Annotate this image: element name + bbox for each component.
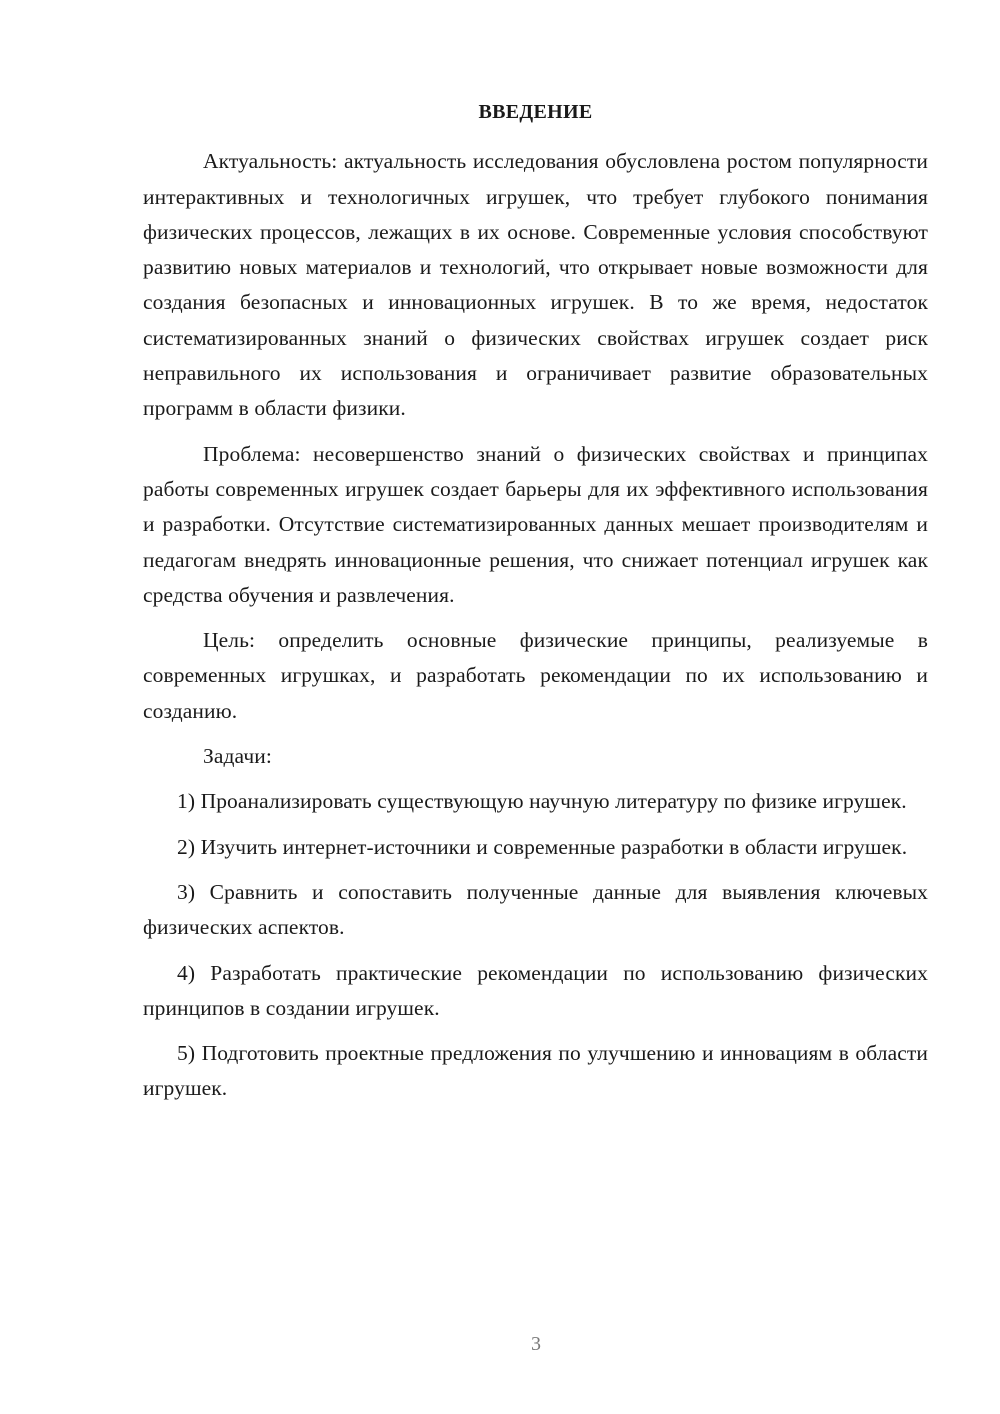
tasks-label: Задачи: — [203, 744, 272, 769]
task-item-5: 5) Подготовить проектные предложения по улучшению и инновациям в области игрушек. — [143, 1041, 928, 1101]
task-item-4: 4) Разработать практические рекомендации по использованию физических принципов в создании игрушек. — [143, 960, 928, 1020]
goal-paragraph: Цель: определить основные физические принципы, реализуемые в современных игрушках, и разработать рекомендации по их использованию и созданию. — [143, 628, 928, 723]
page-number: 3 — [531, 1333, 541, 1355]
relevance-paragraph: Актуальность: актуальность исследования обусловлена ростом популярности интерактивных и технологичных игрушек, что требует глубокого понимания физических процессов, лежащих в их основе. Современные условия способствуют развитию новых материалов и технологий, что открывает новые возможности для создания безопасных и инновационных игрушек. В то же время, недостаток систематизированных знаний о физических свойствах игрушек создает риск неправильного их использования и ограничивает развитие образовательных программ в области физики. — [143, 149, 928, 421]
task-item-2: 2) Изучить интернет-источники и современные разработки в области игрушек. — [177, 834, 908, 859]
task-item-3: 3) Сравнить и сопоставить полученные данные для выявления ключевых физических аспектов. — [143, 879, 928, 940]
problem-paragraph: Проблема: несовершенство знаний о физических свойствах и принципах работы современных игрушек создает барьеры для их эффективного использования и разработки. Отсутствие систематизированных данных мешает производителям и педагогам внедрять инновационные решения, что снижает потенциал игрушек как средства обучения и развлечения. — [143, 441, 928, 607]
task-item-1: 1) Проанализировать существующую научную литературу по физике игрушек. — [177, 789, 907, 814]
page-title: ВВЕДЕНИЕ — [478, 101, 593, 123]
page-content — [143, 95, 928, 1107]
